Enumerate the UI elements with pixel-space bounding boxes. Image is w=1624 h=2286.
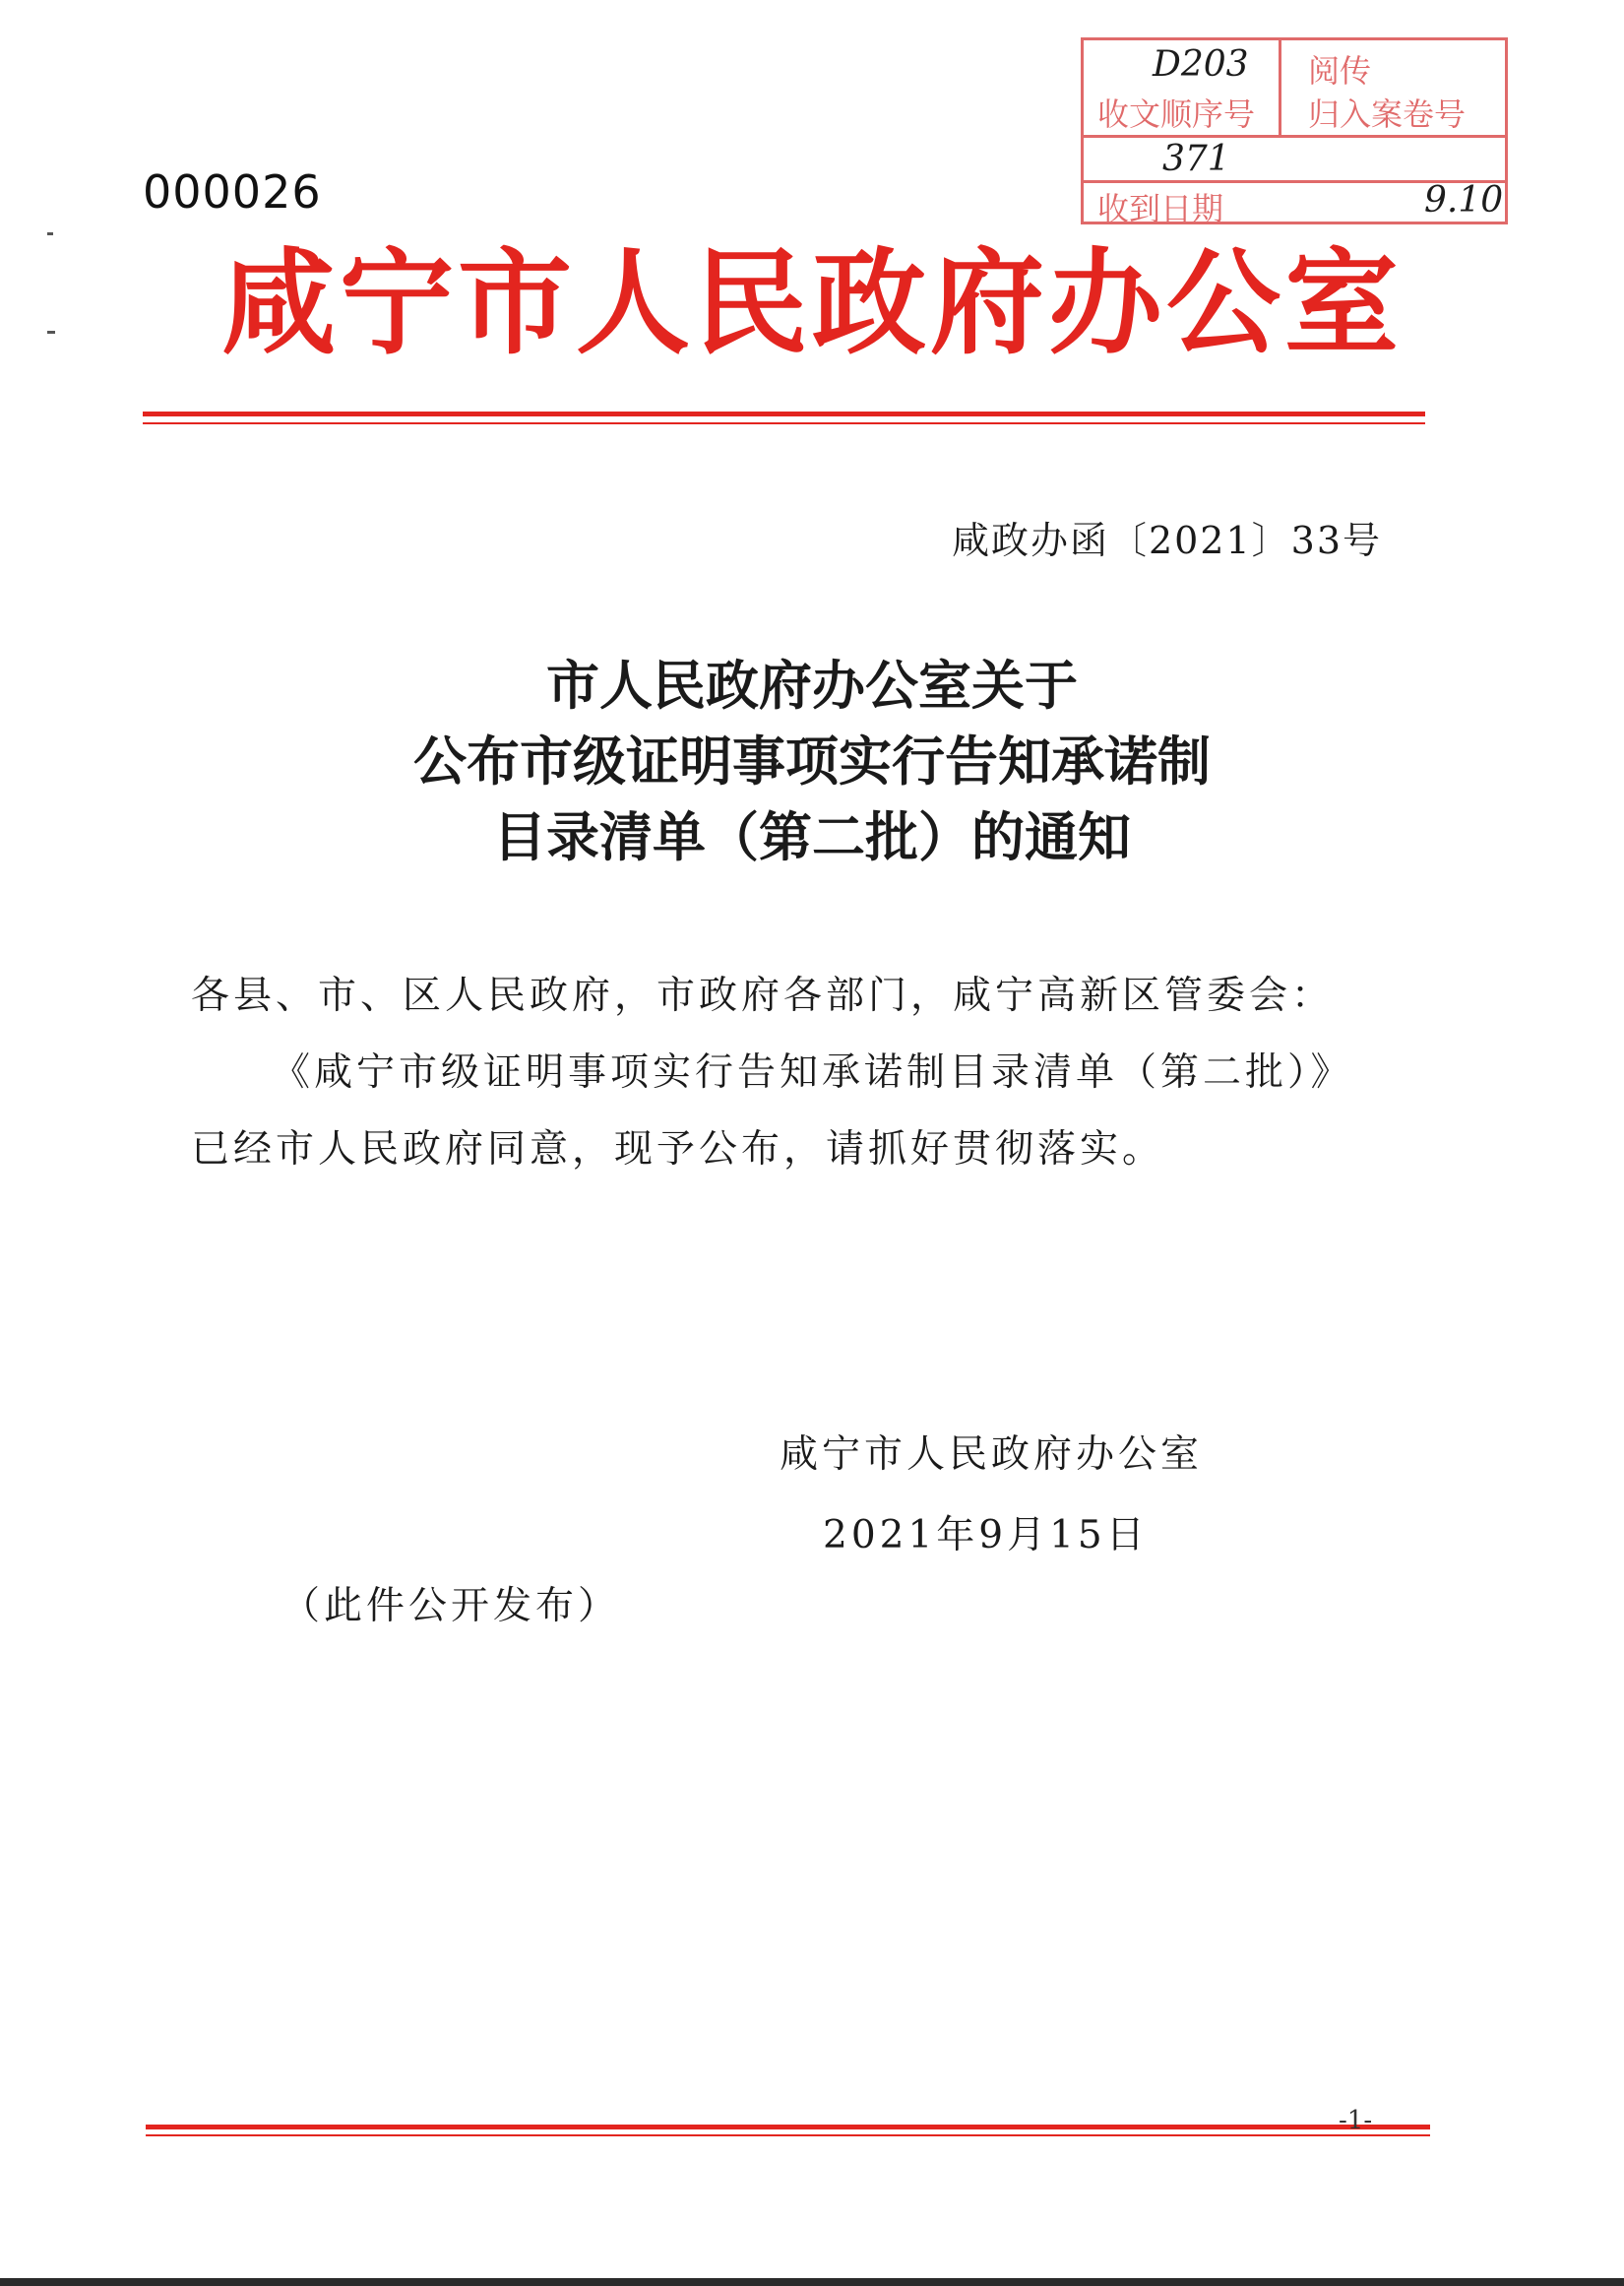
header-red-rule-thin xyxy=(143,422,1425,424)
stamp-handwritten-code: D203 xyxy=(1153,44,1249,85)
scan-bottom-edge xyxy=(0,2278,1624,2286)
stamp-handwritten-number: 371 xyxy=(1162,139,1230,179)
body-line-2: 已经市人民政府同意，现予公布，请抓好贯彻落实。 xyxy=(191,1127,1165,1172)
footer-red-rule xyxy=(146,2125,1430,2129)
stamp-handwritten-note: 阅传 xyxy=(1308,52,1372,90)
signature-date: 2021年9月15日 xyxy=(823,1513,1149,1557)
stamp-label-receipt-no: 收文顺序号 xyxy=(1097,95,1256,133)
footer-red-rule-thin xyxy=(146,2134,1430,2136)
notice-title-line: 目录清单（第二批）的通知 xyxy=(493,805,1131,868)
stamp-divider xyxy=(1084,135,1505,138)
document-number: 咸政办函〔2021〕33号 xyxy=(951,519,1382,562)
scan-edge-mark xyxy=(47,232,53,235)
publication-note: （此件公开发布） xyxy=(281,1584,621,1628)
serial-number: 000026 xyxy=(143,165,322,219)
stamp-divider xyxy=(1279,40,1281,135)
notice-title-line: 公布市级证明事项实行告知承诺制 xyxy=(413,730,1211,793)
stamp-handwritten-date: 9.10 xyxy=(1424,180,1504,221)
signature-issuer: 咸宁市人民政府办公室 xyxy=(780,1432,1204,1477)
stamp-label-archive-no: 归入案卷号 xyxy=(1308,95,1467,133)
issuer-header: 咸宁市人民政府办公室 xyxy=(221,236,1403,370)
header-red-rule xyxy=(143,412,1425,416)
addressees: 各县、市、区人民政府，市政府各部门，咸宁高新区管委会： xyxy=(191,974,1335,1018)
page-number: -1- xyxy=(1339,2106,1373,2135)
receipt-stamp xyxy=(1081,37,1508,227)
notice-title-line: 市人民政府办公室关于 xyxy=(546,654,1078,717)
body-line-1: 《咸宁市级证明事项实行告知承诺制目录清单（第二批）》 xyxy=(272,1050,1353,1095)
notice-title xyxy=(0,648,1624,875)
stamp-label-date: 收到日期 xyxy=(1097,190,1224,227)
